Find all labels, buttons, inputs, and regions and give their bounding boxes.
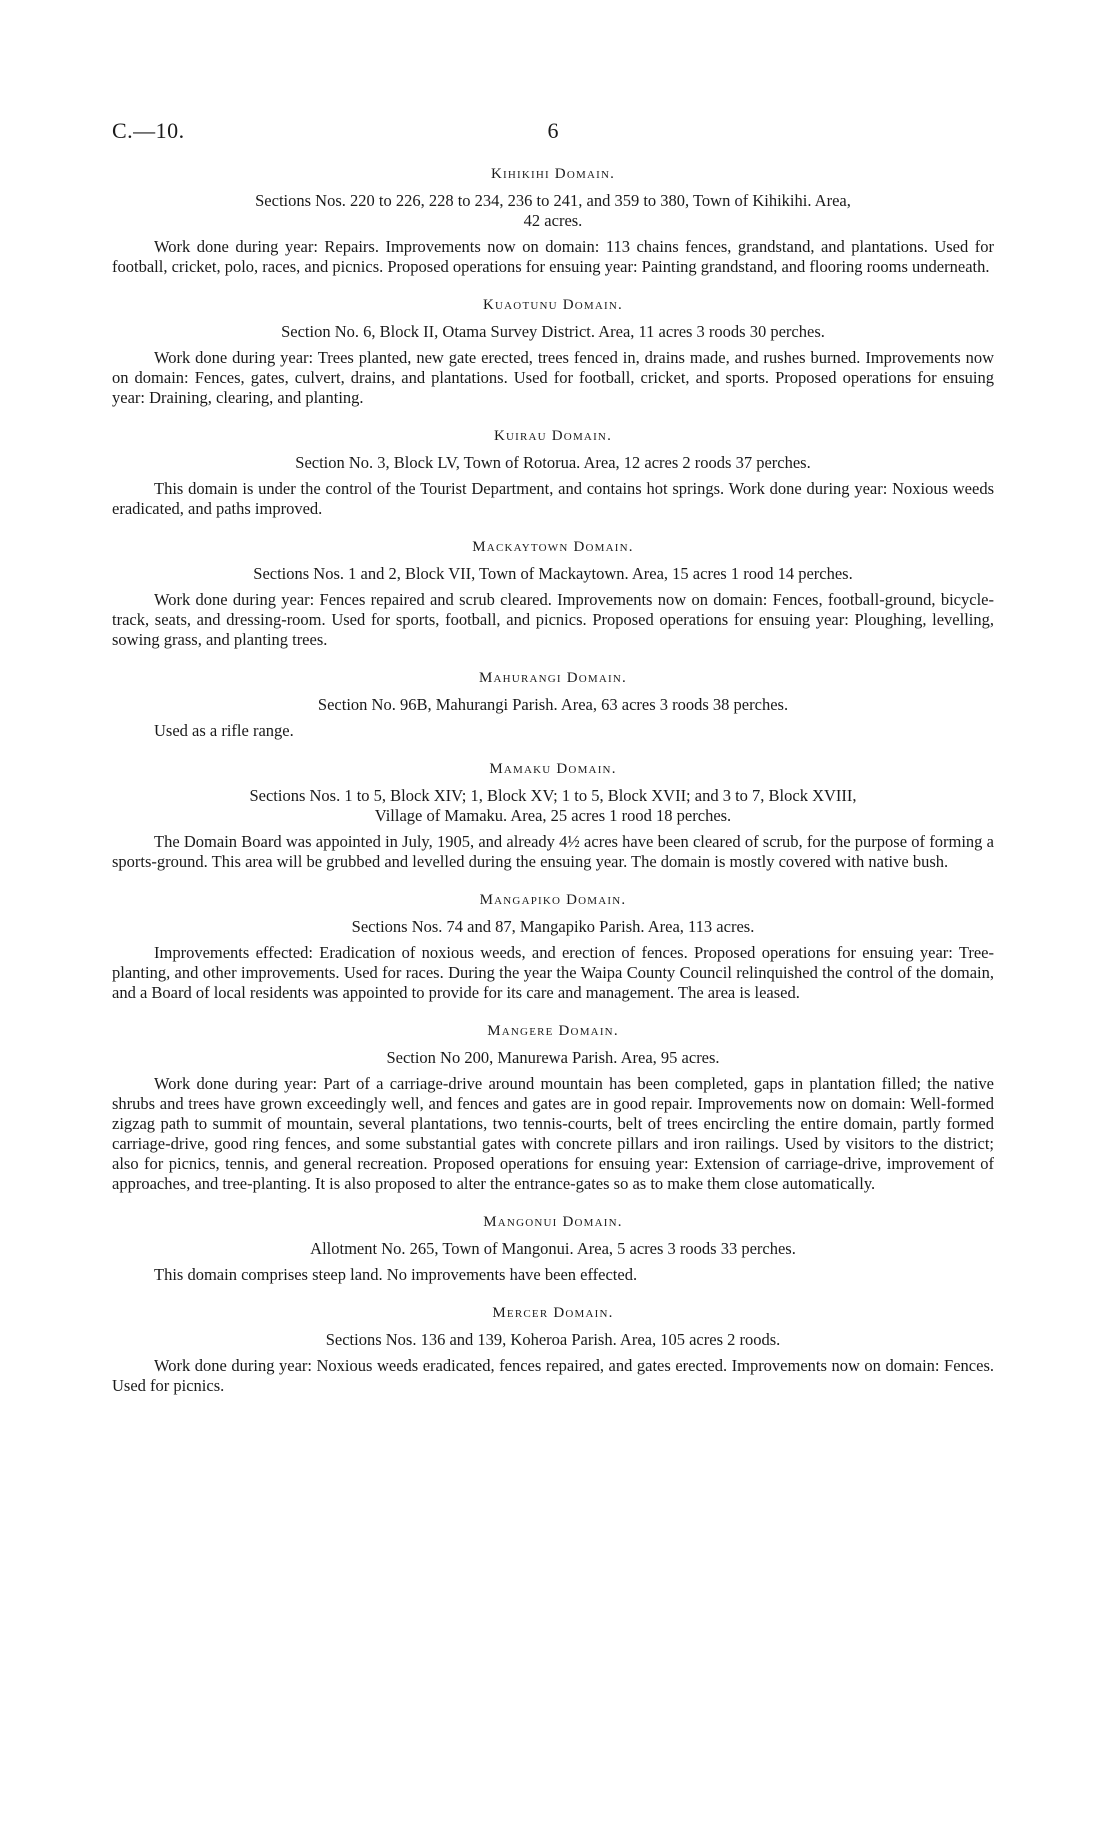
domain-title: Mercer Domain. — [492, 1305, 614, 1321]
domain-entry — [112, 539, 994, 650]
domain-title: Mangonui Domain. — [483, 1214, 623, 1230]
domain-entry — [112, 428, 994, 519]
domain-title: Mahurangi Domain. — [478, 670, 627, 686]
domain-title: Mangere Domain. — [487, 1023, 619, 1039]
domain-title: Mackaytown Domain. — [472, 539, 634, 555]
domain-section: Section No. 3, Block LV, Town of Rotorua. Area, 12 acres 2 roods 37 perches. — [295, 453, 811, 472]
domain-section: Section No. 96B, Mahurangi Parish. Area, 63 acres 3 roods 38 perches. — [317, 695, 789, 714]
domain-body: Work done during year: Noxious weeds eradicated, fences repaired, and gates erected. Improvements now on domain: Fences. Used for picnics. — [112, 1356, 994, 1395]
domain-entry — [112, 670, 994, 741]
domain-body: Work done during year: Part of a carriage-drive around mountain has been completed, gaps in plantation filled; the native shrubs and trees have grown exceedingly well, and fences and gates are in good repair. Improvements now on domain: Well-formed zigzag path to summit of mountain, several plantations, two tennis-courts, belt of trees encircling the entire domain, partly formed carriage-drive, good ring fences, and some substantial gates with concrete pillars and iron railings. Used by visitors to the district; also for picnics, tennis, and general recreation. Proposed operations for ensuing year: Extension of carriage-drive, improvement of approaches, and tree-planting. It is also proposed to alter the entrance-gates so as to make them close automatically. — [112, 1074, 994, 1193]
domain-title: Mangapiko Domain. — [479, 892, 627, 908]
domain-section-line: Sections Nos. 220 to 226, 228 to 234, 236 to 241, and 359 to 380, Town of Kihikihi. Area, — [255, 191, 851, 210]
domain-body: This domain comprises steep land. No improvements have been effected. — [154, 1265, 638, 1284]
domain-body: Work done during year: Fences repaired and scrub cleared. Improvements now on domain: Fences, football-ground, bicycle-track, seats, and dressing-room. Used for sports, football, and picnics. Proposed operations for ensuing year: Ploughing, levelling, sowing grass, and planting trees. — [112, 590, 994, 649]
domain-body: Work done during year: Repairs. Improvements now on domain: 113 chains fences, grandstand, and plantations. Used for football, cricket, polo, races, and picnics. Proposed operations for ensuing year: Painting grandstand, and flooring rooms underneath. — [112, 237, 994, 276]
domain-entry — [112, 166, 994, 277]
domain-body: Improvements effected: Eradication of noxious weeds, and erection of fences. Proposed operations for ensuing year: Tree-planting, and other improvements. Used for races. During the year the Waipa County Council relinquished the control of the domain, and a Board of local residents was appointed to provide for its care and management. The area is leased. — [112, 943, 994, 1002]
domain-section-line-2: 42 acres. — [523, 211, 583, 230]
domain-title: Mamaku Domain. — [489, 761, 617, 777]
document-reference: C.—10. — [112, 118, 185, 143]
domain-title: Kuaotunu Domain. — [482, 297, 624, 313]
domain-body: This domain is under the control of the Tourist Department, and contains hot springs. Work done during year: Noxious weeds eradicated, and paths improved. — [112, 479, 994, 518]
domain-section: Sections Nos. 74 and 87, Mangapiko Parish. Area, 113 acres. — [351, 917, 755, 936]
domain-entry — [112, 761, 994, 872]
domain-body: The Domain Board was appointed in July, 1905, and already 4½ acres have been cleared of scrub, for the purpose of forming a sports-ground. This area will be grubbed and levelled during the ensuing year. The domain is mostly covered with native bush. — [112, 832, 994, 871]
domain-section: Section No 200, Manurewa Parish. Area, 95 acres. — [386, 1048, 720, 1067]
domain-entry — [112, 297, 994, 408]
domain-section: Sections Nos. 136 and 139, Koheroa Parish. Area, 105 acres 2 roods. — [325, 1330, 781, 1349]
domain-entry — [112, 1214, 994, 1285]
document-page — [112, 118, 994, 1396]
domain-title: Kuirau Domain. — [493, 428, 613, 444]
domain-body: Work done during year: Trees planted, new gate erected, trees fenced in, drains made, and rushes burned. Improvements now on domain: Fences, gates, culvert, drains, and plantations. Used for football, cricket, and sports. Proposed operations for ensuing year: Draining, clearing, and planting. — [112, 348, 994, 407]
domain-section: Sections Nos. 1 and 2, Block VII, Town of Mackaytown. Area, 15 acres 1 rood 14 perches. — [253, 564, 853, 583]
domain-section — [112, 786, 994, 826]
domain-section — [112, 191, 994, 231]
page-number: 6 — [547, 118, 559, 143]
domain-entry — [112, 1023, 994, 1194]
domain-section-line: Sections Nos. 1 to 5, Block XIV; 1, Block XV; 1 to 5, Block XVII; and 3 to 7, Block XVIII, — [249, 786, 857, 805]
domain-section: Section No. 6, Block II, Otama Survey District. Area, 11 acres 3 roods 30 perches. — [281, 322, 825, 341]
domain-section-line-2: Village of Mamaku. Area, 25 acres 1 rood 18 perches. — [374, 806, 732, 825]
domain-entry — [112, 892, 994, 1003]
domain-section: Allotment No. 265, Town of Mangonui. Area, 5 acres 3 roods 33 perches. — [310, 1239, 796, 1258]
domain-body: Used as a rifle range. — [154, 721, 294, 740]
domain-entry — [112, 1305, 994, 1396]
page-header — [112, 118, 994, 158]
domain-title: Kihikihi Domain. — [490, 166, 616, 182]
